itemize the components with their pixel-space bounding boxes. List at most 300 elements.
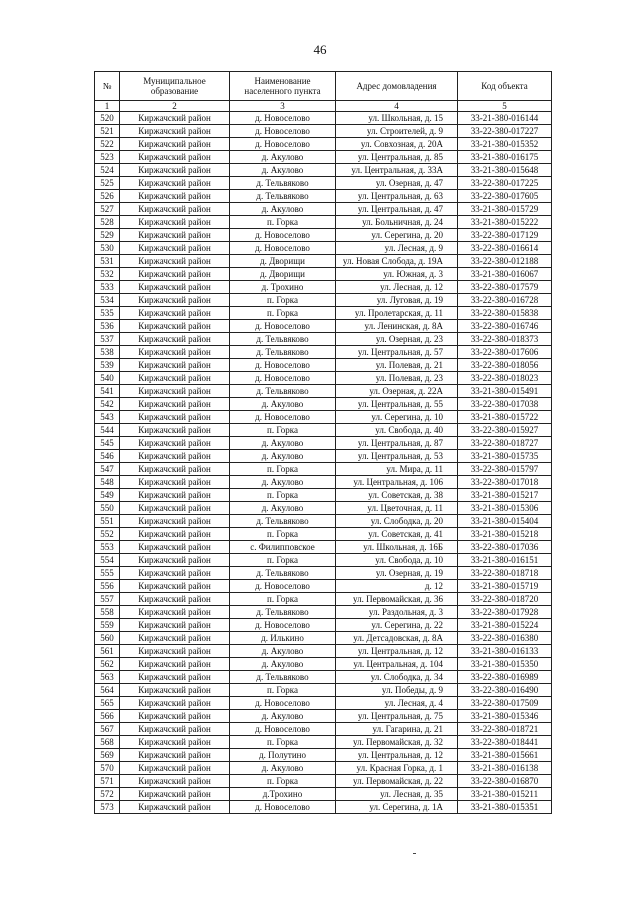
municipality-cell: Киржачский район — [120, 229, 230, 242]
object-code-cell: 33-21-380-016175 — [458, 151, 552, 164]
row-number-cell: 521 — [95, 125, 120, 138]
address-cell: ул. Слободка, д. 34 — [336, 671, 458, 684]
object-code-cell: 33-22-380-018720 — [458, 593, 552, 606]
row-number-cell: 532 — [95, 268, 120, 281]
object-code-cell: 33-22-380-016728 — [458, 294, 552, 307]
address-cell: ул. Гагарина, д. 21 — [336, 723, 458, 736]
row-number-cell: 562 — [95, 658, 120, 671]
object-code-cell: 33-22-380-016989 — [458, 671, 552, 684]
table-body — [95, 112, 552, 814]
settlement-cell: д. Новоселово — [230, 580, 336, 593]
row-number-cell: 529 — [95, 229, 120, 242]
address-cell: ул. Центральная, д. 106 — [336, 476, 458, 489]
row-number-cell: 564 — [95, 684, 120, 697]
row-number-cell: 545 — [95, 437, 120, 450]
object-code-cell: 33-22-380-017038 — [458, 398, 552, 411]
municipality-cell: Киржачский район — [120, 801, 230, 814]
table-row — [95, 749, 552, 762]
table-row — [95, 398, 552, 411]
municipality-cell: Киржачский район — [120, 606, 230, 619]
municipality-cell: Киржачский район — [120, 489, 230, 502]
municipality-cell: Киржачский район — [120, 359, 230, 372]
address-cell: ул. Школьная, д. 16Б — [336, 541, 458, 554]
address-cell: ул. Центральная, д. 75 — [336, 710, 458, 723]
settlement-cell: п. Горка — [230, 528, 336, 541]
header-address: Адрес домовладения — [336, 72, 458, 101]
settlement-cell: д. Акулово — [230, 658, 336, 671]
row-number-cell: 537 — [95, 333, 120, 346]
row-number-cell: 549 — [95, 489, 120, 502]
object-code-cell: 33-21-380-015211 — [458, 788, 552, 801]
table-row — [95, 541, 552, 554]
object-code-cell: 33-21-380-015346 — [458, 710, 552, 723]
row-number-cell: 533 — [95, 281, 120, 294]
address-cell: ул. Полевая, д. 23 — [336, 372, 458, 385]
object-code-cell: 33-21-380-015224 — [458, 619, 552, 632]
object-code-cell: 33-21-380-015306 — [458, 502, 552, 515]
table-row — [95, 138, 552, 151]
municipality-cell: Киржачский район — [120, 463, 230, 476]
header-settlement: Наименование населенного пункта — [230, 72, 336, 101]
municipality-cell: Киржачский район — [120, 112, 230, 125]
municipality-cell: Киржачский район — [120, 320, 230, 333]
row-number-cell: 548 — [95, 476, 120, 489]
municipality-cell: Киржачский район — [120, 710, 230, 723]
settlement-cell: д. Тельвяково — [230, 567, 336, 580]
row-number-cell: 568 — [95, 736, 120, 749]
address-cell: ул. Озерная, д. 22А — [336, 385, 458, 398]
row-number-cell: 528 — [95, 216, 120, 229]
address-cell: ул. Центральная, д. 47 — [336, 203, 458, 216]
object-code-cell: 33-21-380-016138 — [458, 762, 552, 775]
table-row — [95, 203, 552, 216]
address-cell: ул. Новая Слобода, д. 19А — [336, 255, 458, 268]
object-code-cell: 33-22-380-015797 — [458, 463, 552, 476]
municipality-cell: Киржачский район — [120, 541, 230, 554]
object-code-cell: 33-22-380-018718 — [458, 567, 552, 580]
municipality-cell: Киржачский район — [120, 203, 230, 216]
row-number-cell: 567 — [95, 723, 120, 736]
row-number-cell: 540 — [95, 372, 120, 385]
table-row — [95, 437, 552, 450]
municipality-cell: Киржачский район — [120, 307, 230, 320]
table-row — [95, 281, 552, 294]
settlement-cell: д. Акулово — [230, 710, 336, 723]
row-number-cell: 523 — [95, 151, 120, 164]
settlement-cell: д. Новоселово — [230, 138, 336, 151]
table-row — [95, 788, 552, 801]
address-cell: ул. Первомайская, д. 22 — [336, 775, 458, 788]
settlement-cell: д. Акулово — [230, 502, 336, 515]
row-number-cell: 565 — [95, 697, 120, 710]
scan-speck — [413, 853, 416, 854]
table-row — [95, 190, 552, 203]
settlement-cell: п. Горка — [230, 736, 336, 749]
object-code-cell: 33-21-380-015222 — [458, 216, 552, 229]
row-number-cell: 542 — [95, 398, 120, 411]
settlement-cell: д. Новоселово — [230, 112, 336, 125]
row-number-cell: 557 — [95, 593, 120, 606]
settlement-cell: п. Горка — [230, 294, 336, 307]
address-cell: ул. Полевая, д. 21 — [336, 359, 458, 372]
municipality-cell: Киржачский район — [120, 775, 230, 788]
table-row — [95, 307, 552, 320]
municipality-cell: Киржачский район — [120, 294, 230, 307]
row-number-cell: 563 — [95, 671, 120, 684]
address-cell: ул. Центральная, д. 63 — [336, 190, 458, 203]
settlement-cell: п. Горка — [230, 554, 336, 567]
settlement-cell: п. Горка — [230, 307, 336, 320]
table-row — [95, 528, 552, 541]
object-code-cell: 33-22-380-017129 — [458, 229, 552, 242]
address-cell: ул. Совхозная, д. 20А — [336, 138, 458, 151]
address-cell: ул. Лесная, д. 4 — [336, 697, 458, 710]
settlement-cell: д. Акулово — [230, 762, 336, 775]
municipality-cell: Киржачский район — [120, 619, 230, 632]
address-cell: ул. Серегина, д. 10 — [336, 411, 458, 424]
row-number-cell: 550 — [95, 502, 120, 515]
settlement-cell: д. Дворищи — [230, 268, 336, 281]
table-row — [95, 489, 552, 502]
address-cell: ул. Пролетарская, д. 11 — [336, 307, 458, 320]
object-code-cell: 33-21-380-015350 — [458, 658, 552, 671]
row-number-cell: 539 — [95, 359, 120, 372]
address-cell: ул. Больничная, д. 24 — [336, 216, 458, 229]
address-cell: ул. Озерная, д. 23 — [336, 333, 458, 346]
object-code-cell: 33-22-380-017509 — [458, 697, 552, 710]
object-code-cell: 33-21-380-015491 — [458, 385, 552, 398]
object-code-cell: 33-22-380-016490 — [458, 684, 552, 697]
municipality-cell: Киржачский район — [120, 177, 230, 190]
settlement-cell: п. Горка — [230, 216, 336, 229]
municipality-cell: Киржачский район — [120, 762, 230, 775]
object-code-cell: 33-21-380-015729 — [458, 203, 552, 216]
municipality-cell: Киржачский район — [120, 437, 230, 450]
municipality-cell: Киржачский район — [120, 645, 230, 658]
municipality-cell: Киржачский район — [120, 281, 230, 294]
address-cell: ул. Раздольная, д. 3 — [336, 606, 458, 619]
column-number: 3 — [230, 101, 336, 112]
municipality-cell: Киржачский район — [120, 515, 230, 528]
row-number-cell: 569 — [95, 749, 120, 762]
object-code-cell: 33-21-380-015735 — [458, 450, 552, 463]
column-number: 2 — [120, 101, 230, 112]
address-cell: ул. Озерная, д. 19 — [336, 567, 458, 580]
table-row — [95, 294, 552, 307]
object-code-cell: 33-22-380-018721 — [458, 723, 552, 736]
address-cell: ул. Центральная, д. 55 — [336, 398, 458, 411]
municipality-cell: Киржачский район — [120, 658, 230, 671]
row-number-cell: 530 — [95, 242, 120, 255]
address-cell: ул. Красная Горка, д. 1 — [336, 762, 458, 775]
table-row — [95, 684, 552, 697]
object-code-cell: 33-22-380-017227 — [458, 125, 552, 138]
address-cell: ул. Первомайская, д. 36 — [336, 593, 458, 606]
municipality-cell: Киржачский район — [120, 723, 230, 736]
object-code-cell: 33-22-380-017605 — [458, 190, 552, 203]
object-code-cell: 33-22-380-018441 — [458, 736, 552, 749]
row-number-cell: 570 — [95, 762, 120, 775]
municipality-cell: Киржачский район — [120, 567, 230, 580]
address-cell: ул. Советская, д. 41 — [336, 528, 458, 541]
table-row — [95, 606, 552, 619]
table-row — [95, 658, 552, 671]
object-code-cell: 33-21-380-016144 — [458, 112, 552, 125]
municipality-cell: Киржачский район — [120, 411, 230, 424]
table-row — [95, 554, 552, 567]
address-cell: ул. Центральная, д. 33А — [336, 164, 458, 177]
address-cell: д. 12 — [336, 580, 458, 593]
table-row — [95, 268, 552, 281]
table-row — [95, 372, 552, 385]
settlement-cell: д. Новоселово — [230, 801, 336, 814]
row-number-cell: 544 — [95, 424, 120, 437]
object-code-cell: 33-22-380-017606 — [458, 346, 552, 359]
settlement-cell: п. Горка — [230, 463, 336, 476]
row-number-cell: 556 — [95, 580, 120, 593]
table-row — [95, 450, 552, 463]
object-code-cell: 33-22-380-012188 — [458, 255, 552, 268]
object-code-cell: 33-21-380-015648 — [458, 164, 552, 177]
row-number-cell: 573 — [95, 801, 120, 814]
municipality-cell: Киржачский район — [120, 684, 230, 697]
settlement-cell: д. Новоселово — [230, 229, 336, 242]
address-cell: ул. Южная, д. 3 — [336, 268, 458, 281]
address-cell: ул. Школьная, д. 15 — [336, 112, 458, 125]
table-row — [95, 762, 552, 775]
table-row — [95, 359, 552, 372]
address-cell: ул. Озерная, д. 47 — [336, 177, 458, 190]
row-number-cell: 541 — [95, 385, 120, 398]
municipality-cell: Киржачский район — [120, 138, 230, 151]
municipality-cell: Киржачский район — [120, 151, 230, 164]
settlement-cell: д. Тельвяково — [230, 190, 336, 203]
row-number-cell: 520 — [95, 112, 120, 125]
settlement-cell: д. Акулово — [230, 437, 336, 450]
municipality-cell: Киржачский район — [120, 502, 230, 515]
table-row — [95, 502, 552, 515]
table-row — [95, 385, 552, 398]
table-row — [95, 424, 552, 437]
address-cell: ул. Строителей, д. 9 — [336, 125, 458, 138]
settlement-cell: д. Акулово — [230, 476, 336, 489]
municipality-cell: Киржачский район — [120, 593, 230, 606]
address-cell: ул. Центральная, д. 12 — [336, 749, 458, 762]
object-code-cell: 33-22-380-017225 — [458, 177, 552, 190]
address-cell: ул. Центральная, д. 57 — [336, 346, 458, 359]
municipality-cell: Киржачский район — [120, 216, 230, 229]
municipality-cell: Киржачский район — [120, 476, 230, 489]
row-number-cell: 553 — [95, 541, 120, 554]
settlement-cell: с. Филипповское — [230, 541, 336, 554]
settlement-cell: п. Горка — [230, 684, 336, 697]
settlement-cell: д. Акулово — [230, 450, 336, 463]
settlement-cell: д. Новоселово — [230, 359, 336, 372]
row-number-cell: 560 — [95, 632, 120, 645]
row-number-cell: 559 — [95, 619, 120, 632]
address-cell: ул. Свобода, д. 40 — [336, 424, 458, 437]
municipality-cell: Киржачский район — [120, 242, 230, 255]
settlement-cell: п. Горка — [230, 775, 336, 788]
settlement-cell: д. Новоселово — [230, 723, 336, 736]
municipality-cell: Киржачский район — [120, 424, 230, 437]
settlement-cell: д. Новоселово — [230, 619, 336, 632]
municipality-cell: Киржачский район — [120, 164, 230, 177]
table-row — [95, 515, 552, 528]
address-cell: ул. Первомайская, д. 32 — [336, 736, 458, 749]
municipality-cell: Киржачский район — [120, 125, 230, 138]
municipality-cell: Киржачский район — [120, 190, 230, 203]
municipality-cell: Киржачский район — [120, 333, 230, 346]
municipality-cell: Киржачский район — [120, 788, 230, 801]
object-code-cell: 33-21-380-015217 — [458, 489, 552, 502]
municipality-cell: Киржачский район — [120, 736, 230, 749]
row-number-cell: 555 — [95, 567, 120, 580]
object-code-cell: 33-21-380-015218 — [458, 528, 552, 541]
object-code-cell: 33-22-380-017928 — [458, 606, 552, 619]
settlement-cell: д. Новоселово — [230, 125, 336, 138]
address-table — [94, 71, 552, 814]
table-row — [95, 710, 552, 723]
address-cell: ул. Луговая, д. 19 — [336, 294, 458, 307]
table-row — [95, 775, 552, 788]
settlement-cell: д. Тельвяково — [230, 515, 336, 528]
table-row — [95, 333, 552, 346]
object-code-cell: 33-22-380-015927 — [458, 424, 552, 437]
row-number-cell: 526 — [95, 190, 120, 203]
table-header-row — [95, 72, 552, 101]
object-code-cell: 33-21-380-015661 — [458, 749, 552, 762]
settlement-cell: п. Горка — [230, 489, 336, 502]
object-code-cell: 33-22-380-016614 — [458, 242, 552, 255]
settlement-cell: п. Горка — [230, 593, 336, 606]
address-cell: ул. Цветочная, д. 11 — [336, 502, 458, 515]
object-code-cell: 33-22-380-018056 — [458, 359, 552, 372]
row-number-cell: 566 — [95, 710, 120, 723]
table-row — [95, 697, 552, 710]
table-row — [95, 567, 552, 580]
column-numbers-row — [95, 101, 552, 112]
municipality-cell: Киржачский район — [120, 632, 230, 645]
table-row — [95, 801, 552, 814]
object-code-cell: 33-21-380-016067 — [458, 268, 552, 281]
table-row — [95, 476, 552, 489]
table-row — [95, 411, 552, 424]
table-row — [95, 242, 552, 255]
settlement-cell: д. Акулово — [230, 164, 336, 177]
column-number: 4 — [336, 101, 458, 112]
address-cell: ул. Серегина, д. 22 — [336, 619, 458, 632]
table-row — [95, 632, 552, 645]
row-number-cell: 524 — [95, 164, 120, 177]
table-row — [95, 671, 552, 684]
row-number-cell: 527 — [95, 203, 120, 216]
table-row — [95, 177, 552, 190]
address-cell: ул. Свобода, д. 10 — [336, 554, 458, 567]
row-number-cell: 543 — [95, 411, 120, 424]
municipality-cell: Киржачский район — [120, 398, 230, 411]
row-number-cell: 552 — [95, 528, 120, 541]
table-row — [95, 593, 552, 606]
row-number-cell: 546 — [95, 450, 120, 463]
object-code-cell: 33-22-380-015838 — [458, 307, 552, 320]
object-code-cell: 33-22-380-018373 — [458, 333, 552, 346]
object-code-cell: 33-21-380-016151 — [458, 554, 552, 567]
settlement-cell: д. Новоселово — [230, 697, 336, 710]
object-code-cell: 33-21-380-016133 — [458, 645, 552, 658]
object-code-cell: 33-22-380-016870 — [458, 775, 552, 788]
object-code-cell: 33-22-380-016380 — [458, 632, 552, 645]
table-row — [95, 255, 552, 268]
settlement-cell: д. Акулово — [230, 645, 336, 658]
settlement-cell: д. Новоселово — [230, 242, 336, 255]
municipality-cell: Киржачский район — [120, 671, 230, 684]
column-number: 5 — [458, 101, 552, 112]
settlement-cell: д. Тельвяково — [230, 177, 336, 190]
address-cell: ул. Лесная, д. 9 — [336, 242, 458, 255]
settlement-cell: д. Новоселово — [230, 320, 336, 333]
settlement-cell: д. Илькино — [230, 632, 336, 645]
address-cell: ул. Слободка, д. 20 — [336, 515, 458, 528]
address-cell: ул. Победы, д. 9 — [336, 684, 458, 697]
object-code-cell: 33-22-380-017036 — [458, 541, 552, 554]
settlement-cell: д. Трохино — [230, 281, 336, 294]
table-row — [95, 151, 552, 164]
table-row — [95, 112, 552, 125]
object-code-cell: 33-22-380-017579 — [458, 281, 552, 294]
address-cell: ул. Центральная, д. 104 — [336, 658, 458, 671]
municipality-cell: Киржачский район — [120, 554, 230, 567]
row-number-cell: 522 — [95, 138, 120, 151]
object-code-cell: 33-22-380-017018 — [458, 476, 552, 489]
address-cell: ул. Центральная, д. 87 — [336, 437, 458, 450]
address-cell: ул. Мира, д. 11 — [336, 463, 458, 476]
row-number-cell: 547 — [95, 463, 120, 476]
settlement-cell: д. Новоселово — [230, 411, 336, 424]
header-number: № — [95, 72, 120, 101]
address-cell: ул. Серегина, д. 20 — [336, 229, 458, 242]
address-cell: ул. Центральная, д. 85 — [336, 151, 458, 164]
table-row — [95, 723, 552, 736]
municipality-cell: Киржачский район — [120, 580, 230, 593]
row-number-cell: 535 — [95, 307, 120, 320]
row-number-cell: 538 — [95, 346, 120, 359]
object-code-cell: 33-21-380-015404 — [458, 515, 552, 528]
table-row — [95, 736, 552, 749]
address-cell: ул. Советская, д. 38 — [336, 489, 458, 502]
address-cell: ул. Ленинская, д. 8А — [336, 320, 458, 333]
header-object-code: Код объекта — [458, 72, 552, 101]
table-row — [95, 619, 552, 632]
settlement-cell: д. Полутино — [230, 749, 336, 762]
object-code-cell: 33-21-380-015722 — [458, 411, 552, 424]
row-number-cell: 554 — [95, 554, 120, 567]
address-cell: ул. Детсадовская, д. 8А — [336, 632, 458, 645]
table-row — [95, 580, 552, 593]
municipality-cell: Киржачский район — [120, 346, 230, 359]
municipality-cell: Киржачский район — [120, 749, 230, 762]
table-row — [95, 320, 552, 333]
page-number: 46 — [313, 42, 327, 57]
table-row — [95, 164, 552, 177]
address-cell: ул. Лесная, д. 35 — [336, 788, 458, 801]
row-number-cell: 536 — [95, 320, 120, 333]
address-cell: ул. Лесная, д. 12 — [336, 281, 458, 294]
settlement-cell: д. Тельвяково — [230, 385, 336, 398]
municipality-cell: Киржачский район — [120, 385, 230, 398]
object-code-cell: 33-21-380-015352 — [458, 138, 552, 151]
settlement-cell: д.Трохино — [230, 788, 336, 801]
